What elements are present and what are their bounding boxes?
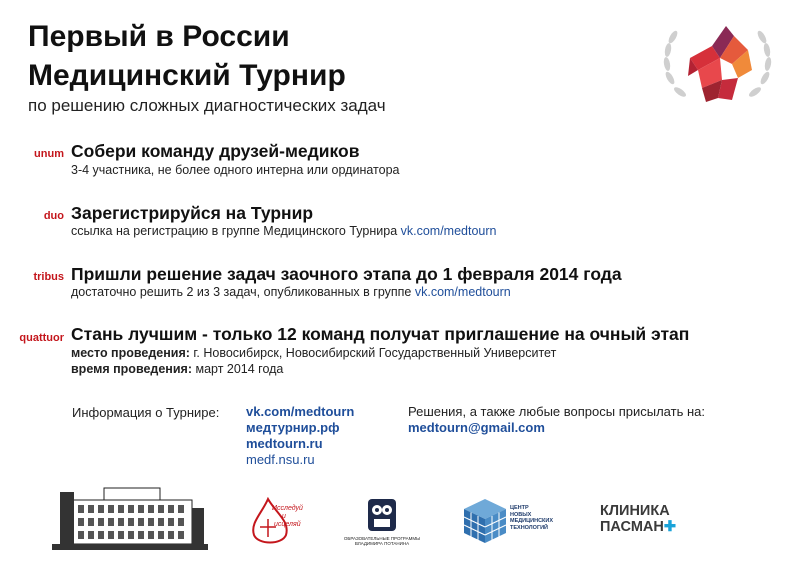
cnmt-line-1: ЦЕНТР — [510, 505, 529, 511]
cnmt-line-3: МЕДИЦИНСКИХ — [510, 518, 554, 524]
cnmt-line-4: ТЕХНОЛОГИЙ — [510, 524, 548, 531]
step-1-title: Собери команду друзей-медиков — [71, 141, 360, 161]
university-building-image — [52, 478, 208, 550]
issleduy-text-1: Исследуй — [272, 505, 303, 512]
place-label: место проведения: — [71, 346, 190, 360]
step-3-vk-link[interactable]: vk.com/medtourn — [414, 285, 511, 299]
cube-icon — [462, 497, 508, 545]
step-4-place — [71, 346, 556, 360]
info-label: Информация о Турнире: — [72, 405, 220, 420]
program-caption: ОБРАЗОВАТЕЛЬНЫЕ ПРОГРАММЫ ВЛАДИМИРА ПОТАНИНА — [343, 536, 421, 546]
step-2-description: ссылка на регистрацию в группе Медицинского Турнира — [71, 224, 401, 238]
cnmt-logo — [462, 495, 557, 547]
issleduy-text-2: и — [282, 513, 286, 520]
step-tag-duo: duo — [43, 210, 64, 222]
cnmt-line-2: НОВЫХ — [510, 511, 532, 518]
link-medtourn-ru[interactable]: medtourn.ru — [246, 436, 323, 451]
potanin-program-logo — [342, 497, 422, 547]
pasman-text: ПАСМАН — [600, 519, 664, 535]
owl-icon — [362, 497, 402, 535]
step-4-time — [71, 362, 283, 376]
time-value: март 2014 года — [192, 362, 284, 376]
step-3-text — [71, 285, 511, 299]
contact-email[interactable]: medtourn@gmail.com — [408, 420, 545, 435]
step-2-text — [71, 224, 497, 238]
tournament-emblem-logo — [660, 18, 775, 113]
step-2-vk-link[interactable]: vk.com/medtourn — [400, 224, 497, 238]
link-medturnir-rf[interactable]: медтурнир.рф — [246, 420, 340, 435]
subtitle: по решению сложных диагностических задач — [28, 96, 386, 115]
klinika-text: КЛИНИКА — [600, 503, 670, 519]
time-label: время проведения: — [71, 362, 192, 376]
step-3-description: достаточно решить 2 из 3 задач, опубликованных в группе — [71, 285, 415, 299]
place-value: г. Новосибирск, Новосибирский Государственный Университет — [189, 346, 557, 360]
step-2-title: Зарегистрируйся на Турнир — [71, 203, 314, 223]
step-4-title: Стань лучшим - только 12 команд получат приглашение на очный этап — [71, 324, 690, 344]
issleduy-logo — [246, 497, 304, 547]
klinika-pasman-logo — [600, 503, 710, 543]
title-line-1: Первый в России — [28, 20, 290, 53]
step-tag-quattuor: quattuor — [19, 332, 64, 344]
step-3-title: Пришли решение задач заочного этапа до 1 февраля 2014 года — [71, 264, 622, 284]
contact-label: Решения, а также любые вопросы присылать на: — [408, 404, 705, 419]
link-vk[interactable]: vk.com/medtourn — [246, 404, 355, 419]
step-tag-unum: unum — [34, 148, 64, 160]
issleduy-text-3: исцеляй — [274, 521, 301, 528]
plus-icon: ✚ — [663, 519, 676, 535]
link-medf-nsu[interactable]: medf.nsu.ru — [246, 452, 315, 467]
step-1-text: 3-4 участника, не более одного интерна или ординатора — [71, 163, 400, 177]
step-tag-tribus: tribus — [33, 271, 64, 283]
title-line-2: Медицинский Турнир — [28, 59, 346, 92]
